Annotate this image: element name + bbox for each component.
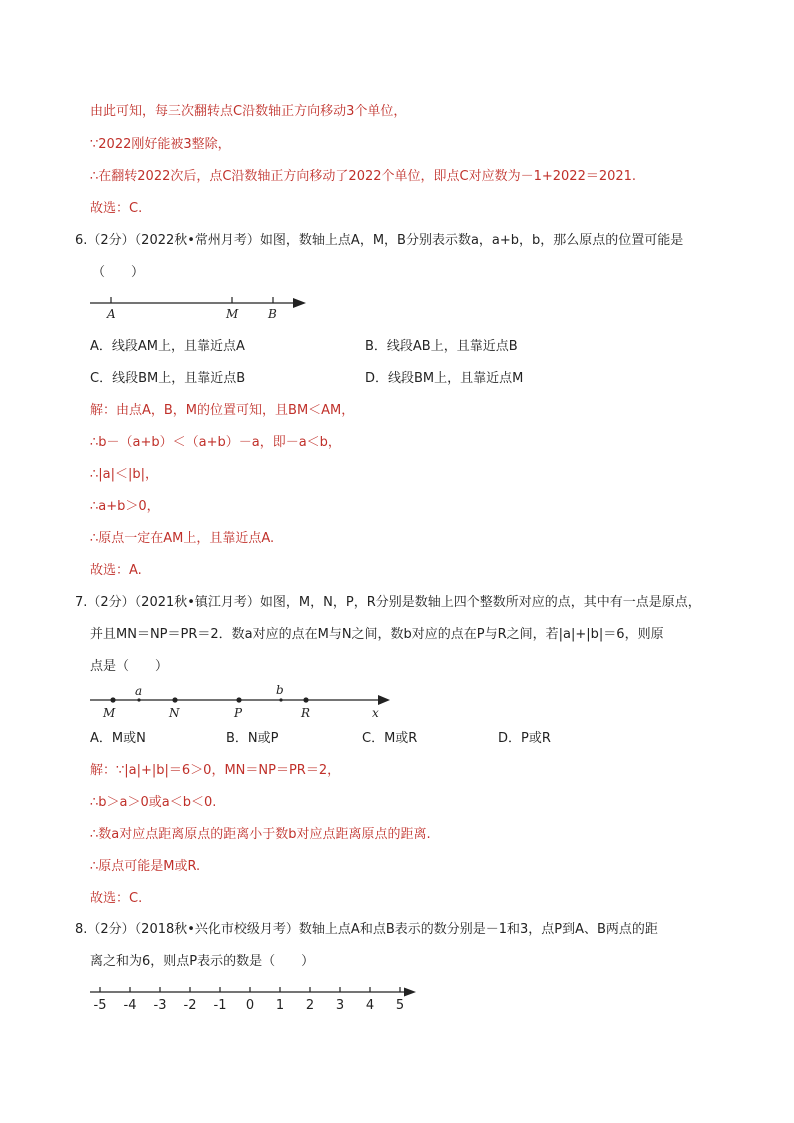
q7-point-b [279,698,282,701]
q7-label-r: R [301,706,311,720]
q8-axis-arrow [404,988,416,997]
q8-tick-group [94,987,405,1013]
q6-solution-line-2: ∴b－（a+b）＜（a+b）－a，即－a＜b， [90,435,341,450]
q6-stem-line-1: 6.（2分）（2022秋•常州月考）如图，数轴上点A，M，B分别表示数a，a+b，b，那么原点的位置可能是 [75,233,684,248]
q6-stem-line-2: （ ） [92,265,145,280]
q7-label-n: N [169,706,180,720]
q6-option-d: D．线段BM上，且靠近点M [365,371,524,386]
q7-number-line-figure [88,684,398,720]
q6-option-c: C．线段BM上，且靠近点B [90,371,246,386]
q8-tick-label: -1 [213,998,227,1013]
q7-stem-line-2: 并且MN＝NP＝PR＝2．数a对应的点在M与N之间，数b对应的点在P与R之间，若|a|+|b|＝6，则原 [90,627,664,642]
q6-number-line-figure [88,292,313,322]
q6-label-m: M [226,307,239,321]
q7-option-d: D．P或R [498,731,551,746]
q7-stem-line-1: 7.（2分）（2021秋•镇江月考）如图，M，N，P，R分别是数轴上四个整数所对应的点，其中有一点是原点， [75,595,701,610]
q8-tick-label: -2 [183,998,197,1013]
q8-tick-label: 0 [245,998,255,1013]
q7-solution-line-3: ∴数a对应点距离原点的距离小于数b对应点距离原点的距离. [90,827,431,842]
q7-label-a: a [135,684,143,698]
q8-tick-label: 4 [365,998,375,1013]
q7-stem-line-3: 点是（ ） [90,659,169,674]
q6-solution-line-3: ∴|a|＜|b|， [90,467,159,482]
q7-label-x: x [372,706,379,720]
prev-solution-line-3: ∴在翻转2022次后，点C沿数轴正方向移动了2022个单位，即点C对应数为－1+2022＝2021. [90,169,637,184]
q6-solution-line-4: ∴a+b＞0， [90,499,160,514]
q7-point-r [303,697,308,702]
q8-stem-line-2: 离之和为6，则点P表示的数是（ ） [90,954,315,969]
q6-label-b: B [268,307,277,321]
q8-tick-label: -5 [93,998,107,1013]
q7-axis-arrow [378,695,390,705]
q7-option-c: C．M或R [362,731,418,746]
q7-solution-line-1: 解：∵|a|+|b|＝6＞0，MN＝NP＝PR＝2， [90,763,341,778]
q6-option-a: A．线段AM上，且靠近点A [90,339,245,354]
q7-answer: 故选：C. [90,891,143,906]
q8-tick-label: 1 [275,998,285,1013]
q8-number-line-figure [88,984,423,1014]
prev-solution-line-2: ∵2022刚好能被3整除， [90,137,231,152]
q8-tick-label: -4 [123,998,137,1013]
q7-point-n [172,697,177,702]
q7-label-m: M [103,706,116,720]
q8-tick-label: -3 [153,998,167,1013]
prev-answer: 故选：C. [90,201,143,216]
q6-axis-arrow [293,298,306,308]
q8-stem-line-1: 8.（2分）（2018秋•兴化市校级月考）数轴上点A和点B表示的数分别是－1和3，点P到A、B两点的距 [75,922,658,937]
q7-point-p [236,697,241,702]
q7-option-a: A．M或N [90,731,146,746]
q6-solution-line-5: ∴原点一定在AM上，且靠近点A. [90,531,275,546]
q8-tick-label: 3 [335,998,345,1013]
q6-answer: 故选：A. [90,563,142,578]
q6-label-a: A [107,307,116,321]
prev-solution-line-1: 由此可知，每三次翻转点C沿数轴正方向移动3个单位， [90,104,407,119]
q7-solution-line-2: ∴b＞a＞0或a＜b＜0. [90,795,217,810]
q7-option-b: B．N或P [226,731,279,746]
q7-solution-line-4: ∴原点可能是M或R. [90,859,201,874]
q7-label-b: b [276,684,284,697]
q7-point-m [110,697,115,702]
q6-solution-line-1: 解：由点A，B，M的位置可知，且BM＜AM， [90,403,355,418]
q7-point-a [137,698,140,701]
q7-label-p: P [234,706,243,720]
q8-tick-label: 5 [395,998,405,1013]
q8-tick-label: 2 [305,998,315,1013]
q6-option-b: B．线段AB上，且靠近点B [365,339,518,354]
